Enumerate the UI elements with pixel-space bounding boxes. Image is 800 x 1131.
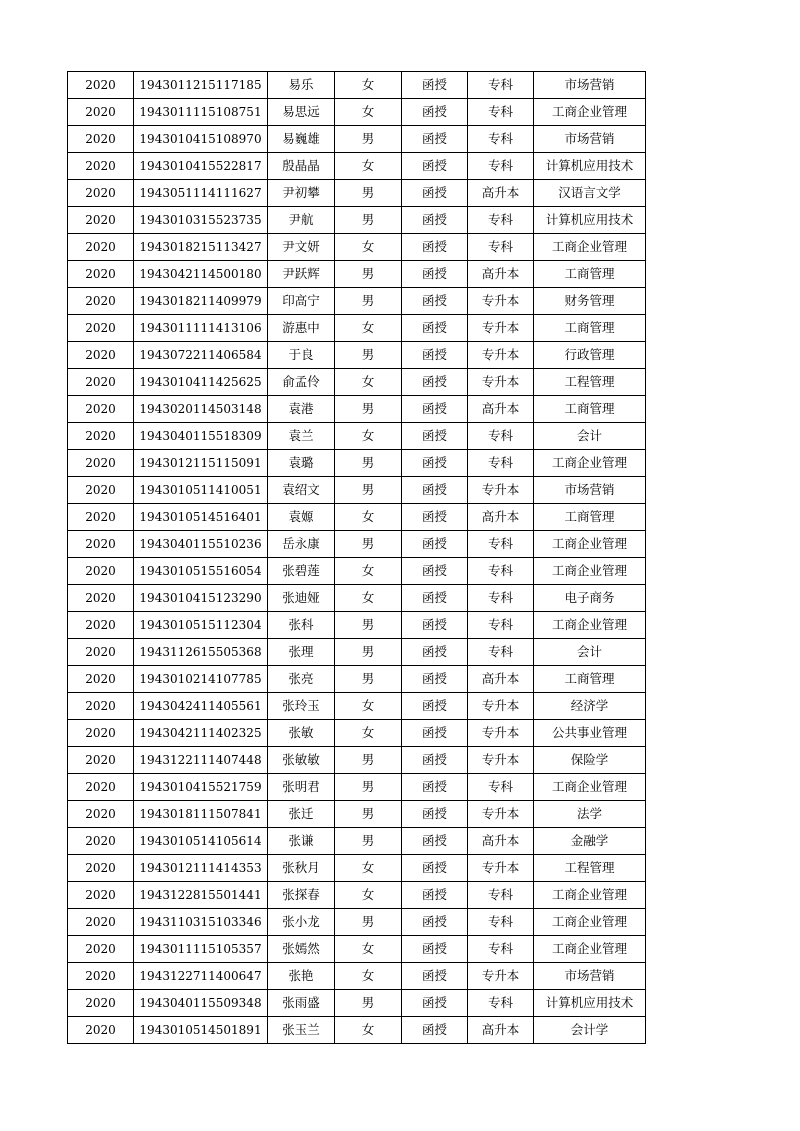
name-cell: 张玉兰 [268, 1017, 335, 1044]
year-cell: 2020 [68, 153, 134, 180]
table-row [68, 99, 646, 126]
study-form-cell: 函授 [402, 126, 468, 153]
table-row [68, 261, 646, 288]
roster-body [68, 72, 646, 1044]
student-id-cell: 1943012111414353 [134, 855, 268, 882]
gender-cell: 男 [335, 477, 402, 504]
level-cell: 专科 [468, 450, 534, 477]
study-form-cell: 函授 [402, 180, 468, 207]
major-cell: 工商管理 [534, 396, 646, 423]
study-form-cell: 函授 [402, 720, 468, 747]
level-cell: 专科 [468, 126, 534, 153]
year-cell: 2020 [68, 450, 134, 477]
student-id-cell: 1943018111507841 [134, 801, 268, 828]
year-cell: 2020 [68, 288, 134, 315]
year-cell: 2020 [68, 423, 134, 450]
year-cell: 2020 [68, 315, 134, 342]
level-cell: 专科 [468, 612, 534, 639]
name-cell: 于良 [268, 342, 335, 369]
name-cell: 袁嫄 [268, 504, 335, 531]
name-cell: 尹跃辉 [268, 261, 335, 288]
table-row [68, 369, 646, 396]
major-cell: 公共事业管理 [534, 720, 646, 747]
study-form-cell: 函授 [402, 585, 468, 612]
table-row [68, 126, 646, 153]
table-row [68, 666, 646, 693]
study-form-cell: 函授 [402, 558, 468, 585]
major-cell: 经济学 [534, 693, 646, 720]
gender-cell: 女 [335, 936, 402, 963]
table-row [68, 423, 646, 450]
gender-cell: 男 [335, 828, 402, 855]
study-form-cell: 函授 [402, 909, 468, 936]
table-row [68, 450, 646, 477]
name-cell: 张艳 [268, 963, 335, 990]
table-row [68, 558, 646, 585]
student-id-cell: 1943042111402325 [134, 720, 268, 747]
year-cell: 2020 [68, 558, 134, 585]
student-id-cell: 1943011115108751 [134, 99, 268, 126]
major-cell: 行政管理 [534, 342, 646, 369]
study-form-cell: 函授 [402, 153, 468, 180]
year-cell: 2020 [68, 747, 134, 774]
table-row [68, 288, 646, 315]
study-form-cell: 函授 [402, 639, 468, 666]
study-form-cell: 函授 [402, 396, 468, 423]
study-form-cell: 函授 [402, 477, 468, 504]
year-cell: 2020 [68, 342, 134, 369]
major-cell: 工程管理 [534, 369, 646, 396]
year-cell: 2020 [68, 477, 134, 504]
name-cell: 袁璐 [268, 450, 335, 477]
student-id-cell: 1943010411425625 [134, 369, 268, 396]
student-id-cell: 1943011111413106 [134, 315, 268, 342]
major-cell: 工商企业管理 [534, 612, 646, 639]
gender-cell: 男 [335, 612, 402, 639]
name-cell: 易乐 [268, 72, 335, 99]
study-form-cell: 函授 [402, 693, 468, 720]
level-cell: 专升本 [468, 477, 534, 504]
level-cell: 专升本 [468, 747, 534, 774]
level-cell: 高升本 [468, 396, 534, 423]
study-form-cell: 函授 [402, 774, 468, 801]
gender-cell: 女 [335, 153, 402, 180]
table-row [68, 909, 646, 936]
level-cell: 专升本 [468, 342, 534, 369]
name-cell: 袁绍文 [268, 477, 335, 504]
major-cell: 会计 [534, 423, 646, 450]
major-cell: 工商企业管理 [534, 882, 646, 909]
year-cell: 2020 [68, 234, 134, 261]
name-cell: 张探春 [268, 882, 335, 909]
study-form-cell: 函授 [402, 882, 468, 909]
level-cell: 专科 [468, 99, 534, 126]
major-cell: 工商管理 [534, 315, 646, 342]
major-cell: 工商企业管理 [534, 531, 646, 558]
year-cell: 2020 [68, 126, 134, 153]
student-roster-table [67, 71, 646, 1044]
level-cell: 高升本 [468, 261, 534, 288]
year-cell: 2020 [68, 261, 134, 288]
student-id-cell: 1943122111407448 [134, 747, 268, 774]
student-id-cell: 1943072211406584 [134, 342, 268, 369]
gender-cell: 女 [335, 558, 402, 585]
student-id-cell: 1943042114500180 [134, 261, 268, 288]
level-cell: 高升本 [468, 828, 534, 855]
study-form-cell: 函授 [402, 1017, 468, 1044]
table-row [68, 720, 646, 747]
name-cell: 张嫣然 [268, 936, 335, 963]
major-cell: 工商企业管理 [534, 936, 646, 963]
gender-cell: 女 [335, 504, 402, 531]
table-row [68, 531, 646, 558]
student-id-cell: 1943010515112304 [134, 612, 268, 639]
name-cell: 印高宁 [268, 288, 335, 315]
major-cell: 工程管理 [534, 855, 646, 882]
level-cell: 专科 [468, 558, 534, 585]
student-id-cell: 1943010511410051 [134, 477, 268, 504]
table-row [68, 774, 646, 801]
table-row [68, 639, 646, 666]
study-form-cell: 函授 [402, 612, 468, 639]
year-cell: 2020 [68, 612, 134, 639]
student-id-cell: 1943010415522817 [134, 153, 268, 180]
gender-cell: 女 [335, 315, 402, 342]
level-cell: 高升本 [468, 1017, 534, 1044]
study-form-cell: 函授 [402, 342, 468, 369]
table-row [68, 882, 646, 909]
table-row [68, 477, 646, 504]
level-cell: 专升本 [468, 693, 534, 720]
study-form-cell: 函授 [402, 990, 468, 1017]
gender-cell: 男 [335, 207, 402, 234]
gender-cell: 男 [335, 396, 402, 423]
year-cell: 2020 [68, 720, 134, 747]
table-row [68, 963, 646, 990]
name-cell: 尹文妍 [268, 234, 335, 261]
year-cell: 2020 [68, 882, 134, 909]
level-cell: 专科 [468, 774, 534, 801]
year-cell: 2020 [68, 396, 134, 423]
gender-cell: 男 [335, 180, 402, 207]
name-cell: 张雨盛 [268, 990, 335, 1017]
year-cell: 2020 [68, 1017, 134, 1044]
name-cell: 张谦 [268, 828, 335, 855]
major-cell: 市场营销 [534, 72, 646, 99]
study-form-cell: 函授 [402, 369, 468, 396]
table-row [68, 504, 646, 531]
study-form-cell: 函授 [402, 450, 468, 477]
study-form-cell: 函授 [402, 99, 468, 126]
level-cell: 专科 [468, 207, 534, 234]
year-cell: 2020 [68, 207, 134, 234]
year-cell: 2020 [68, 369, 134, 396]
level-cell: 专升本 [468, 963, 534, 990]
table-row [68, 936, 646, 963]
major-cell: 工商企业管理 [534, 558, 646, 585]
student-id-cell: 1943010415108970 [134, 126, 268, 153]
major-cell: 汉语言文学 [534, 180, 646, 207]
study-form-cell: 函授 [402, 207, 468, 234]
name-cell: 岳永康 [268, 531, 335, 558]
year-cell: 2020 [68, 666, 134, 693]
student-id-cell: 1943020114503148 [134, 396, 268, 423]
name-cell: 张敏敏 [268, 747, 335, 774]
year-cell: 2020 [68, 801, 134, 828]
major-cell: 工商企业管理 [534, 774, 646, 801]
level-cell: 专科 [468, 531, 534, 558]
gender-cell: 女 [335, 720, 402, 747]
major-cell: 工商企业管理 [534, 909, 646, 936]
level-cell: 专科 [468, 882, 534, 909]
student-id-cell: 1943010514105614 [134, 828, 268, 855]
gender-cell: 女 [335, 855, 402, 882]
gender-cell: 女 [335, 882, 402, 909]
gender-cell: 男 [335, 666, 402, 693]
gender-cell: 男 [335, 990, 402, 1017]
gender-cell: 男 [335, 801, 402, 828]
name-cell: 尹航 [268, 207, 335, 234]
table-row [68, 180, 646, 207]
level-cell: 专科 [468, 72, 534, 99]
student-id-cell: 1943010415123290 [134, 585, 268, 612]
table-row [68, 693, 646, 720]
name-cell: 张亮 [268, 666, 335, 693]
table-row [68, 315, 646, 342]
name-cell: 张迁 [268, 801, 335, 828]
study-form-cell: 函授 [402, 72, 468, 99]
gender-cell: 女 [335, 585, 402, 612]
year-cell: 2020 [68, 936, 134, 963]
year-cell: 2020 [68, 909, 134, 936]
student-id-cell: 1943040115509348 [134, 990, 268, 1017]
year-cell: 2020 [68, 639, 134, 666]
table-row [68, 801, 646, 828]
major-cell: 工商管理 [534, 504, 646, 531]
student-id-cell: 1943010315523735 [134, 207, 268, 234]
name-cell: 袁兰 [268, 423, 335, 450]
level-cell: 专科 [468, 423, 534, 450]
major-cell: 法学 [534, 801, 646, 828]
table-row [68, 990, 646, 1017]
level-cell: 专科 [468, 153, 534, 180]
student-id-cell: 1943018215113427 [134, 234, 268, 261]
major-cell: 计算机应用技术 [534, 207, 646, 234]
student-id-cell: 1943040115510236 [134, 531, 268, 558]
major-cell: 市场营销 [534, 477, 646, 504]
table-row [68, 747, 646, 774]
student-id-cell: 1943122815501441 [134, 882, 268, 909]
table-row [68, 396, 646, 423]
gender-cell: 女 [335, 963, 402, 990]
major-cell: 市场营销 [534, 963, 646, 990]
name-cell: 张秋月 [268, 855, 335, 882]
name-cell: 殷晶晶 [268, 153, 335, 180]
student-id-cell: 1943012115115091 [134, 450, 268, 477]
student-id-cell: 1943011115105357 [134, 936, 268, 963]
level-cell: 专升本 [468, 288, 534, 315]
year-cell: 2020 [68, 693, 134, 720]
gender-cell: 女 [335, 72, 402, 99]
major-cell: 工商企业管理 [534, 99, 646, 126]
study-form-cell: 函授 [402, 531, 468, 558]
gender-cell: 女 [335, 234, 402, 261]
name-cell: 张明君 [268, 774, 335, 801]
table-row [68, 72, 646, 99]
study-form-cell: 函授 [402, 747, 468, 774]
name-cell: 易思远 [268, 99, 335, 126]
student-id-cell: 1943018211409979 [134, 288, 268, 315]
student-id-cell: 1943040115518309 [134, 423, 268, 450]
student-id-cell: 1943010415521759 [134, 774, 268, 801]
year-cell: 2020 [68, 585, 134, 612]
level-cell: 专科 [468, 990, 534, 1017]
level-cell: 专升本 [468, 720, 534, 747]
table-row [68, 585, 646, 612]
level-cell: 专科 [468, 936, 534, 963]
name-cell: 张迪娅 [268, 585, 335, 612]
gender-cell: 男 [335, 342, 402, 369]
level-cell: 专科 [468, 585, 534, 612]
gender-cell: 男 [335, 126, 402, 153]
name-cell: 游惠中 [268, 315, 335, 342]
table-row [68, 855, 646, 882]
year-cell: 2020 [68, 990, 134, 1017]
year-cell: 2020 [68, 828, 134, 855]
major-cell: 会计学 [534, 1017, 646, 1044]
level-cell: 专科 [468, 234, 534, 261]
major-cell: 财务管理 [534, 288, 646, 315]
major-cell: 电子商务 [534, 585, 646, 612]
student-id-cell: 1943112615505368 [134, 639, 268, 666]
major-cell: 计算机应用技术 [534, 990, 646, 1017]
table-row [68, 828, 646, 855]
study-form-cell: 函授 [402, 261, 468, 288]
gender-cell: 男 [335, 747, 402, 774]
study-form-cell: 函授 [402, 288, 468, 315]
level-cell: 专升本 [468, 801, 534, 828]
major-cell: 金融学 [534, 828, 646, 855]
gender-cell: 男 [335, 639, 402, 666]
study-form-cell: 函授 [402, 234, 468, 261]
year-cell: 2020 [68, 99, 134, 126]
major-cell: 工商企业管理 [534, 450, 646, 477]
level-cell: 高升本 [468, 666, 534, 693]
major-cell: 工商管理 [534, 666, 646, 693]
gender-cell: 女 [335, 1017, 402, 1044]
student-id-cell: 1943122711400647 [134, 963, 268, 990]
student-id-cell: 1943042411405561 [134, 693, 268, 720]
gender-cell: 男 [335, 450, 402, 477]
student-id-cell: 1943010514516401 [134, 504, 268, 531]
name-cell: 张理 [268, 639, 335, 666]
year-cell: 2020 [68, 504, 134, 531]
level-cell: 专升本 [468, 369, 534, 396]
name-cell: 尹初攀 [268, 180, 335, 207]
major-cell: 保险学 [534, 747, 646, 774]
name-cell: 张科 [268, 612, 335, 639]
gender-cell: 男 [335, 774, 402, 801]
study-form-cell: 函授 [402, 963, 468, 990]
study-form-cell: 函授 [402, 855, 468, 882]
name-cell: 张玲玉 [268, 693, 335, 720]
study-form-cell: 函授 [402, 423, 468, 450]
name-cell: 张碧莲 [268, 558, 335, 585]
study-form-cell: 函授 [402, 801, 468, 828]
gender-cell: 男 [335, 531, 402, 558]
table-row [68, 1017, 646, 1044]
level-cell: 专升本 [468, 315, 534, 342]
level-cell: 专升本 [468, 855, 534, 882]
study-form-cell: 函授 [402, 315, 468, 342]
student-id-cell: 1943011215117185 [134, 72, 268, 99]
gender-cell: 男 [335, 261, 402, 288]
student-id-cell: 1943010515516054 [134, 558, 268, 585]
study-form-cell: 函授 [402, 828, 468, 855]
name-cell: 易巍雄 [268, 126, 335, 153]
study-form-cell: 函授 [402, 936, 468, 963]
name-cell: 袁港 [268, 396, 335, 423]
table-row [68, 234, 646, 261]
name-cell: 张小龙 [268, 909, 335, 936]
year-cell: 2020 [68, 180, 134, 207]
student-id-cell: 1943110315103346 [134, 909, 268, 936]
student-id-cell: 1943051114111627 [134, 180, 268, 207]
year-cell: 2020 [68, 72, 134, 99]
gender-cell: 男 [335, 288, 402, 315]
major-cell: 工商企业管理 [534, 234, 646, 261]
major-cell: 会计 [534, 639, 646, 666]
year-cell: 2020 [68, 855, 134, 882]
gender-cell: 男 [335, 909, 402, 936]
gender-cell: 女 [335, 369, 402, 396]
year-cell: 2020 [68, 531, 134, 558]
table-row [68, 153, 646, 180]
level-cell: 高升本 [468, 504, 534, 531]
level-cell: 专科 [468, 909, 534, 936]
year-cell: 2020 [68, 963, 134, 990]
study-form-cell: 函授 [402, 666, 468, 693]
name-cell: 俞孟伶 [268, 369, 335, 396]
level-cell: 高升本 [468, 180, 534, 207]
level-cell: 专科 [468, 639, 534, 666]
student-id-cell: 1943010514501891 [134, 1017, 268, 1044]
table-row [68, 207, 646, 234]
gender-cell: 女 [335, 423, 402, 450]
gender-cell: 女 [335, 693, 402, 720]
major-cell: 市场营销 [534, 126, 646, 153]
name-cell: 张敏 [268, 720, 335, 747]
year-cell: 2020 [68, 774, 134, 801]
study-form-cell: 函授 [402, 504, 468, 531]
table-row [68, 612, 646, 639]
student-id-cell: 1943010214107785 [134, 666, 268, 693]
major-cell: 计算机应用技术 [534, 153, 646, 180]
gender-cell: 女 [335, 99, 402, 126]
major-cell: 工商管理 [534, 261, 646, 288]
table-row [68, 342, 646, 369]
